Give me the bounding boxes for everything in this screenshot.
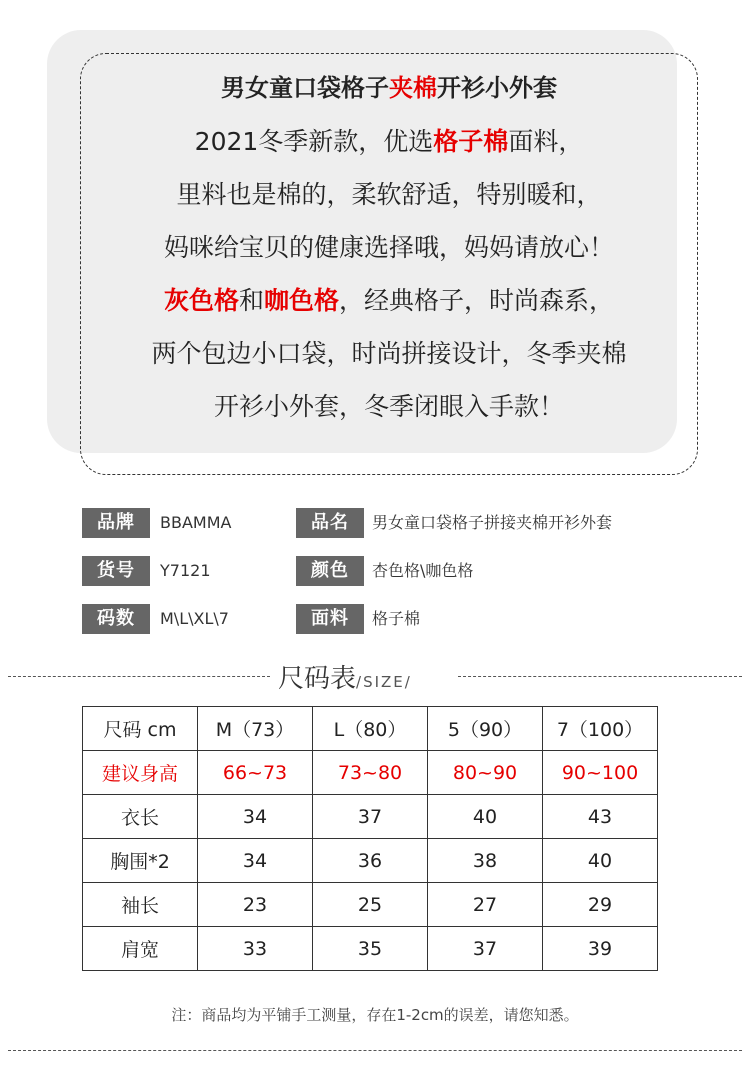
color-value: 杏色格\咖色格 — [372, 561, 474, 580]
size-chart-header — [0, 652, 750, 700]
table-row — [83, 927, 658, 971]
table-cell: 37 — [428, 927, 543, 971]
intro-line-6: 开衫小外套，冬季闭眼入手款！ — [213, 392, 564, 421]
size-chart-title — [278, 658, 412, 695]
table-header-cell: L（80） — [313, 707, 428, 751]
table-cell: 40 — [428, 795, 543, 839]
table-cell: 胸围*2 — [83, 839, 198, 883]
table-header-cell: M（73） — [198, 707, 313, 751]
intro-line-1 — [80, 115, 698, 168]
intro-line-2: 里料也是棉的，柔软舒适，特别暖和， — [176, 180, 602, 209]
product-title — [80, 62, 698, 115]
intro-highlight: 灰色格 — [163, 286, 239, 315]
table-header-cell: 5（90） — [428, 707, 543, 751]
name-value: 男女童口袋格子拼接夹棉开衫外套 — [372, 513, 613, 532]
table-cell: 73~80 — [313, 751, 428, 795]
intro-highlight: 格子棉 — [433, 127, 509, 156]
size-label: 码数 — [82, 604, 150, 634]
intro-line-4 — [80, 274, 698, 327]
table-cell: 35 — [313, 927, 428, 971]
divider-right — [458, 676, 742, 677]
bottom-divider — [8, 1050, 742, 1051]
intro-highlight: 咖色格 — [264, 286, 340, 315]
table-cell: 38 — [428, 839, 543, 883]
table-cell: 34 — [198, 795, 313, 839]
table-cell: 袖长 — [83, 883, 198, 927]
table-cell: 23 — [198, 883, 313, 927]
size-table — [82, 706, 658, 971]
table-cell: 36 — [313, 839, 428, 883]
table-cell: 肩宽 — [83, 927, 198, 971]
table-row — [83, 795, 658, 839]
table-row — [83, 839, 658, 883]
intro-line-5: 两个包边小口袋，时尚拼接设计，冬季夹棉 — [151, 339, 627, 368]
size-subtitle: /SIZE/ — [356, 673, 412, 691]
table-cell: 27 — [428, 883, 543, 927]
table-cell: 建议身高 — [83, 751, 198, 795]
intro-text-part: 2021冬季新款，优选 — [194, 127, 434, 156]
intro-text-part: 面料， — [508, 127, 584, 156]
table-cell: 40 — [543, 839, 658, 883]
brand-label: 品牌 — [82, 508, 150, 538]
table-row-recommended-height — [83, 751, 658, 795]
table-cell: 80~90 — [428, 751, 543, 795]
table-cell: 37 — [313, 795, 428, 839]
intro-text-part: 和 — [238, 286, 264, 315]
table-header-cell: 7（100） — [543, 707, 658, 751]
table-cell: 衣长 — [83, 795, 198, 839]
item-value: Y7121 — [160, 561, 211, 580]
table-cell: 66~73 — [198, 751, 313, 795]
fabric-label: 面料 — [296, 604, 364, 634]
title-part: 开衫小外套 — [437, 74, 557, 102]
divider-left — [8, 676, 270, 677]
size-title-text: 尺码表 — [278, 664, 357, 694]
intro-line-3: 妈咪给宝贝的健康选择哦，妈妈请放心！ — [163, 233, 614, 262]
table-cell: 90~100 — [543, 751, 658, 795]
table-cell: 43 — [543, 795, 658, 839]
item-label: 货号 — [82, 556, 150, 586]
table-cell: 39 — [543, 927, 658, 971]
color-label: 颜色 — [296, 556, 364, 586]
intro-text — [80, 62, 698, 433]
table-cell: 29 — [543, 883, 658, 927]
fabric-value: 格子棉 — [372, 609, 421, 628]
brand-value: BBAMMA — [160, 513, 232, 532]
table-cell: 34 — [198, 839, 313, 883]
measurement-note: 注：商品均为平铺手工测量，存在1-2cm的误差，请您知悉。 — [171, 1006, 579, 1024]
size-value: M\L\XL\7 — [160, 609, 229, 628]
table-cell: 33 — [198, 927, 313, 971]
title-part: 男女童口袋格子 — [221, 74, 389, 102]
table-header-cell: 尺码 cm — [83, 707, 198, 751]
intro-text-part: ，经典格子，时尚森系， — [339, 286, 615, 315]
table-header-row — [83, 707, 658, 751]
name-label: 品名 — [296, 508, 364, 538]
table-cell: 25 — [313, 883, 428, 927]
table-row — [83, 883, 658, 927]
title-highlight: 夹棉 — [389, 74, 437, 102]
